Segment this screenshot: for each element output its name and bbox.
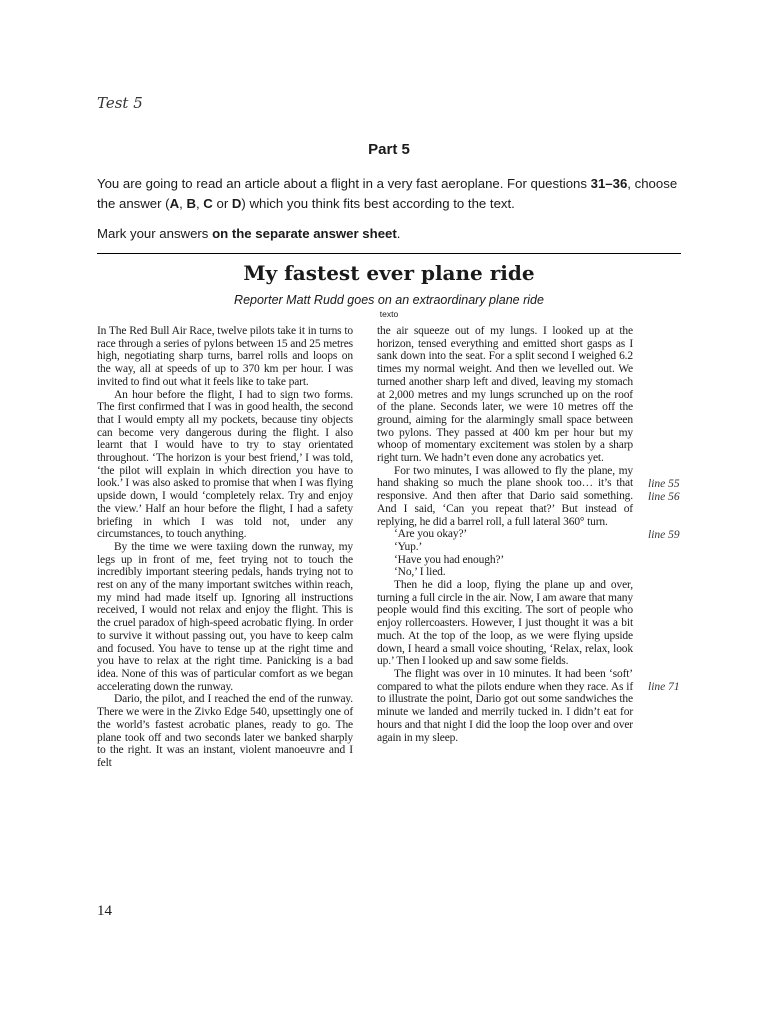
article-column-left xyxy=(97,325,353,770)
mark-instruction xyxy=(97,224,400,244)
instructions-text: You are going to read an article about a flight in a very fast aeroplane. For questions xyxy=(97,176,591,191)
instructions-text: or xyxy=(212,196,232,211)
option-a: A xyxy=(169,196,180,211)
dialogue-line: ‘Have you had enough?’ xyxy=(394,553,505,566)
article-subtitle: Reporter Matt Rudd goes on an extraordinary plane ride xyxy=(234,293,544,307)
article-tag: texto xyxy=(379,309,399,319)
article-paragraph: An hour before the flight, I had to sign two forms. The first confirmed that I was in good health, the second that I would empty all my pockets, because tiny objects can become very dangerous during the flight. I also learnt that I would have to try to stay orientated throughout. ‘The horizon is your best friend,’ I was told, ‘the pilot will explain in which direction you have to look.’ I was also asked to promise that when I was flying upside down, I would ‘completely relax. Try and enjoy the view.’ Half an hour before the flight, I had a safety briefing in which I was told not, under any circumstances, to touch anything. xyxy=(97,388,353,541)
dialogue-line: ‘No,’ I lied. xyxy=(394,566,446,579)
instructions-text: ) which you think fits best according to the text. xyxy=(241,196,515,211)
article-paragraph: For two minutes, I was allowed to fly the plane, my hand shaking so much the plane shook too… it’s that responsive. And then after that Dario said something. And I said, ‘Can you repeat that?’ But instead of replying, he did a barrel roll, a full lateral 360° turn. xyxy=(377,464,633,528)
article-paragraph: Then he did a loop, flying the plane up and over, turning a full circle in the air. Now, I am aware that many people would find this exciting. The sort of people who enjoy rollercoasters. However, I just thought it was a bit much. At the top of the loop, as we were flying upside down, I heard a small voice shouting, ‘Relax, relax, look up.’ Then I looked up and saw some fields. xyxy=(377,579,633,668)
article-title: My fastest ever plane ride xyxy=(243,261,535,285)
instructions-text: , xyxy=(179,196,187,211)
instructions xyxy=(97,174,687,214)
article-paragraph: In The Red Bull Air Race, twelve pilots take it in turns to race through a series of pylons between 15 and 25 metres high, negotiating sharp turns, barrel rolls and loops on the way, all at speeds of up to 370 km per hour. I was invited to find out what it feels like to take part. xyxy=(97,325,353,388)
article-paragraph: the air squeeze out of my lungs. I looked up at the horizon, tensed everything and emitted short gasps as I sank down into the seat. For a split second I weighed 6.2 times my normal weight. And then we levelled out. We turned another sharp left and dived, leaving my stomach at 2,000 metres and my lungs scrunched up on the roof of the plane. Seconds later, we were 10 metres off the ground, aiming for the alarmingly small space between two pylons. They passed at 400 km per hour but my whoop of momentary excitement was stolen by a sharp right turn. We hadn’t even done any acrobatics yet. xyxy=(377,325,633,465)
article-paragraph: By the time we were taxiing down the runway, my legs up in front of me, feet trying not to touch the incredibly important steering pedals, hands trying not to rest on any of the many important switches within reach, my mind had made itself up. Ignoring all instructions received, I would not relax and enjoy the flight. This is the cruel paradox of high-speed acrobatic flying. In order to survive it without passing out, you have to keep calm and focused. You have to tense up at the right time and you have to relax at the right time. Panicking is a bad idea. None of this was of particular comfort as we began accelerating down the runway. xyxy=(97,540,353,693)
option-d: D xyxy=(231,196,242,211)
part-title: Part 5 xyxy=(368,141,410,158)
page-number: 14 xyxy=(97,903,112,919)
line-reference: line 55 xyxy=(648,478,680,490)
mark-text: Mark your answers xyxy=(97,226,213,241)
instructions-text: , choose the answer ( xyxy=(97,176,678,211)
article-column-right xyxy=(377,325,633,744)
option-b: B xyxy=(186,196,196,211)
line-reference: line 71 xyxy=(648,681,680,693)
divider xyxy=(97,253,681,254)
question-range: 31–36 xyxy=(590,176,628,191)
option-c: C xyxy=(203,196,213,211)
answer-sheet-emphasis: on the separate answer sheet xyxy=(212,226,397,241)
instructions-text: , xyxy=(195,196,204,211)
article-paragraph: Dario, the pilot, and I reached the end of the runway. There we were in the Zivko Edge 540, upsettingly one of the world’s fastest acrobatic planes, ready to go. The plane took off and two seconds later we banked sharply to the right. It was an instant, violent manoeuvre and I felt xyxy=(97,693,353,769)
dialogue-line: ‘Are you okay?’ xyxy=(394,528,468,541)
line-reference: line 59 xyxy=(648,529,680,541)
mark-text: . xyxy=(396,226,401,241)
article-paragraph: The flight was over in 10 minutes. It had been ‘soft’ compared to what the pilots endure when they race. As if to illustrate the point, Dario got out some sandwiches the minute we landed and merrily tucked in. I didn’t eat for hours and that night I did the loop the loop over and over again in my sleep. xyxy=(377,667,633,744)
line-reference: line 56 xyxy=(648,491,680,503)
dialogue-line: ‘Yup.’ xyxy=(394,540,423,553)
test-label: Test 5 xyxy=(97,94,143,112)
